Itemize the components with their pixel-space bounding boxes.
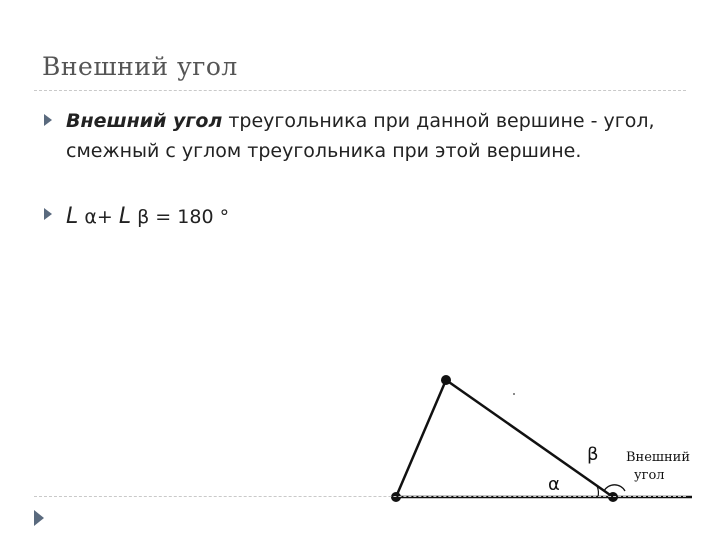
next-slide-arrow-icon[interactable] [34, 510, 44, 526]
exterior-angle-label-line1: Внешний [626, 450, 690, 465]
definition-text: треугольника при данной вершине - угол, смежный с углом треугольника при этой вершине. [66, 110, 655, 162]
vertex-top [441, 375, 451, 385]
vertex-right [608, 492, 618, 502]
equation-tail: = 180 ° [149, 206, 230, 228]
alpha-symbol: α [84, 206, 97, 228]
alpha-label: α [548, 474, 560, 495]
stray-dot [513, 393, 515, 395]
vertex-left [391, 492, 401, 502]
triangle-right-side [446, 380, 613, 497]
slide-title: Внешний угол [42, 52, 238, 81]
angle-symbol: L [66, 204, 79, 229]
definition-term: Внешний угол [66, 110, 223, 132]
exterior-angle-arc [604, 485, 625, 491]
plus-sign: + [96, 206, 113, 228]
footer-divider [34, 496, 686, 497]
beta-symbol: β [137, 206, 150, 228]
beta-label: β [587, 444, 599, 465]
triangle-left-side [396, 380, 446, 497]
exterior-angle-label-line2: угол [634, 468, 665, 483]
angle-symbol: L [118, 204, 132, 229]
